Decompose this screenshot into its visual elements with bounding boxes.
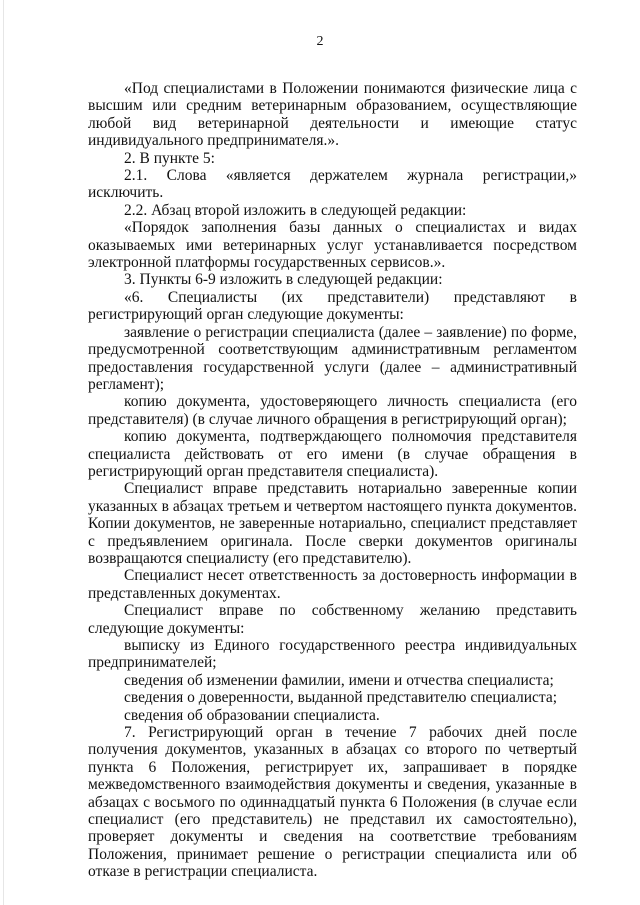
paragraph-education: сведения об образовании специалиста. (124, 706, 380, 724)
document-body (88, 80, 577, 881)
paragraph-clause-6: «6. Специалисты (их представители) представляют в регистрирующий орган следующие документы: (88, 288, 577, 324)
paragraph-item-2-2: 2.2. Абзац второй изложить в следующей редакции: (124, 201, 467, 219)
paragraph-item-2-1: 2.1. Слова «является держателем журнала регистрации,» исключить. (88, 167, 577, 202)
paragraph-database-order: «Порядок заполнения базы данных о специалистах и видах оказываемых ими ветеринарных услуг устанавливается посредством электронной платформы государственных сервисов.». (88, 219, 577, 272)
paragraph-optional-docs: Специалист вправе по собственному желанию представить следующие документы: (88, 602, 577, 637)
paragraph-registry-extract: выписку из Единого государственного реестра индивидуальных предпринимателей; (88, 637, 577, 672)
page-edge-line (3, 0, 4, 905)
paragraph-authority-copy: копию документа, подтверждающего полномочия представителя специалиста действовать от его имени (в случае обращения в регистрирующий орган представителя специалиста). (88, 428, 577, 480)
paragraph-item-2: 2. В пункте 5: (124, 149, 215, 167)
paragraph-notarized-copies: Специалист вправе представить нотариально заверенные копии указанных в абзацах третьем и четвертом настоящего пункта документов. Копии документов, не заверенные нотариально, специалист представляет с предъявлением оригинала. После сверки документов оригиналы возвращаются специалисту (его представителю). (88, 480, 577, 567)
paragraph-definition: «Под специалистами в Положении понимаются физические лица с высшим или средним ветеринарным образованием, осуществляющие любой вид ветеринарной деятельности и имеющие статус индивидуального предпринимателя.». (88, 80, 577, 150)
paragraph-name-change: сведения об изменении фамилии, имени и отчества специалиста; (124, 671, 554, 689)
paragraph-power-of-attorney: сведения о доверенности, выданной представителю специалиста; (124, 689, 558, 707)
paragraph-responsibility: Специалист несет ответственность за достоверность информации в представленных документах. (88, 567, 577, 602)
paragraph-identity-copy: копию документа, удостоверяющего личность специалиста (его представителя) (в случае личного обращения в регистрирующий орган); (88, 393, 577, 428)
paragraph-application: заявление о регистрации специалиста (далее – заявление) по форме, предусмотренной соответствующим административным регламентом предоставления государственной услуги (далее – административный регламент); (88, 323, 577, 393)
paragraph-item-3: 3. Пункты 6-9 изложить в следующей редакции: (124, 271, 443, 289)
paragraph-clause-7: 7. Регистрирующий орган в течение 7 рабочих дней после получения документов, указанных в абзацах со второго по четвертый пункта 6 Положения, регистрирует их, запрашивает в порядке межведомственного взаимодействия документы и сведения, указанные в абзацах с восьмого по одиннадцатый пункта 6 Положения (в случае если специалист (его представитель) не представил их самостоятельно), проверяет документы и сведения на соответствие требованиям Положения, принимает решение о регистрации специалиста или об отказе в регистрации специалиста. (88, 724, 577, 881)
page-number: 2 (316, 34, 324, 49)
